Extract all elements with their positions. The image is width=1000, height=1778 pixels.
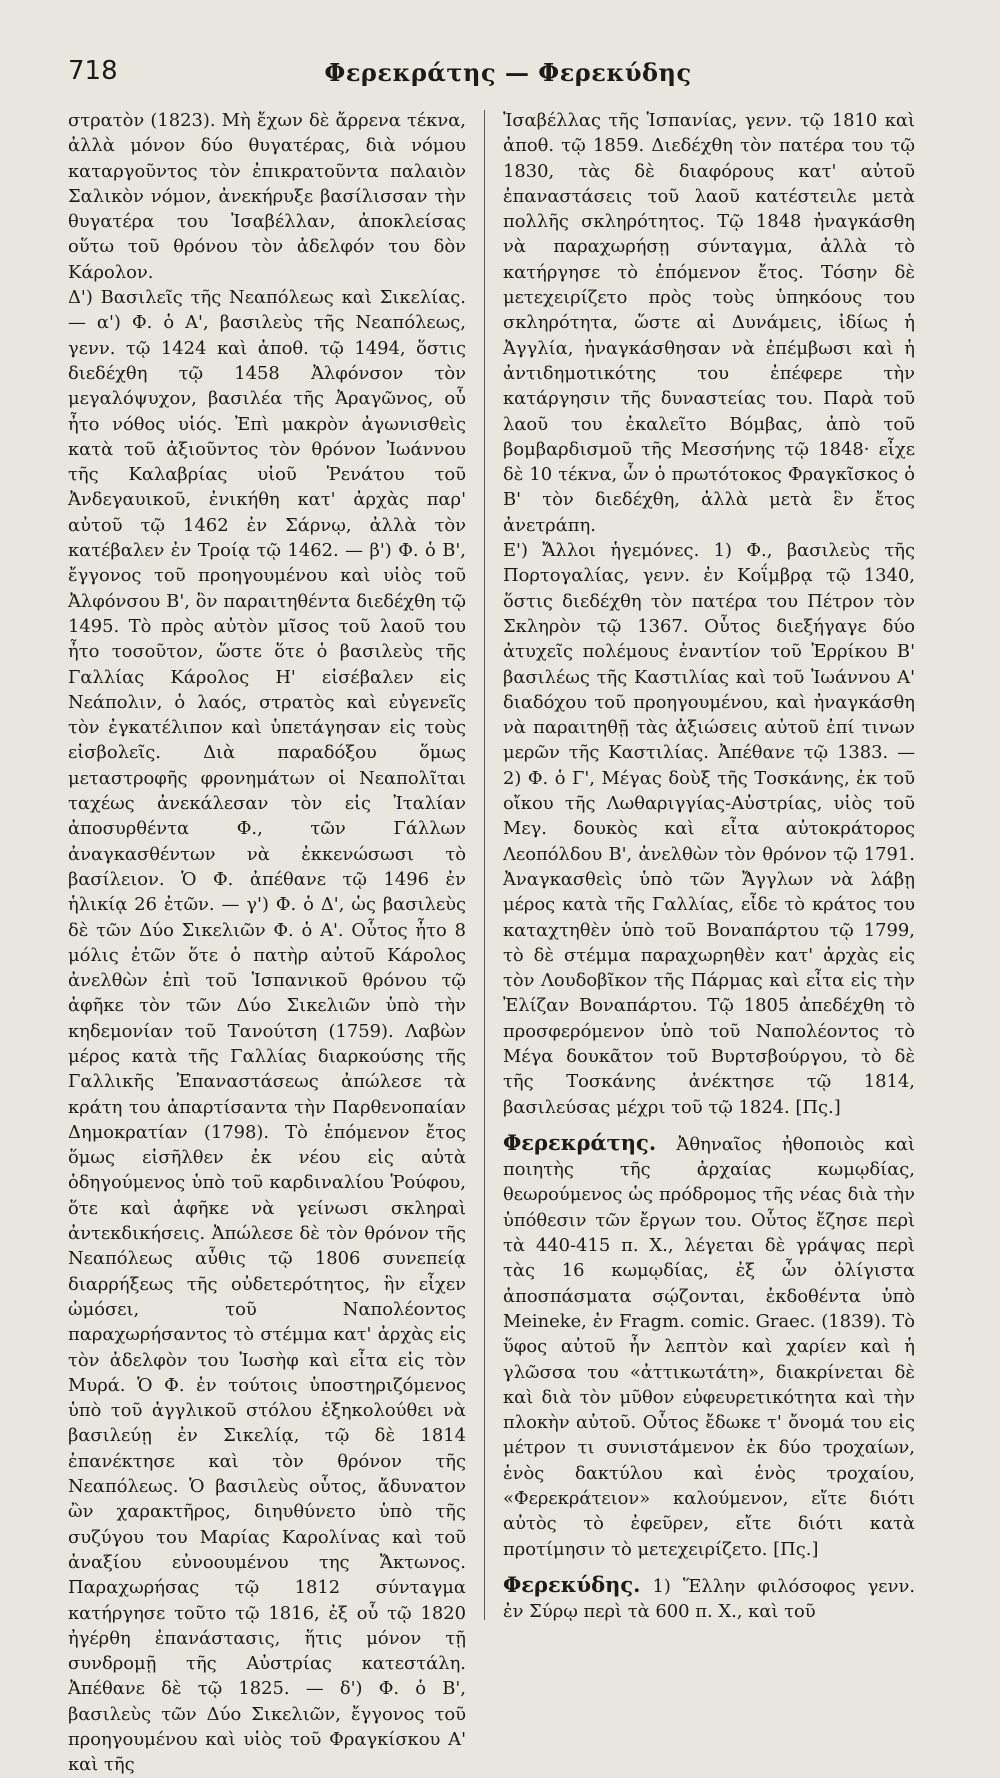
paragraph: Ἰσαβέλλας τῆς Ἱσπανίας, γενν. τῷ 1810 καὶ ἀποθ. τῷ 1859. Διεδέχθη τὸν πατέρα του τῷ 1830, τὰς δὲ διαφόρους κατ' αὐτοῦ ἐπαναστάσεις τοῦ λαοῦ κατέστειλε μετὰ πολλῆς σκληρότητος. Τῷ 1848 ἠναγκάσθη νὰ παραχωρήσῃ σύνταγμα, ἀλλὰ τὸ κατήργησε τὸ ἑπόμενον ἔτος. Τόσην δὲ μετεχειρίζετο πρὸς τοὺς ὑπηκόους του σκληρότητα, ὥστε αἱ Δυνάμεις, ἰδίως ἡ Ἀγγλία, ἠναγκάσθησαν νὰ ἐπέμβωσι καὶ ἡ ἀντιδημοτικότης του ἐπέφερε τὴν κατάργησιν τῆς δυναστείας του. Παρὰ τοῦ λαοῦ του ἐκαλεῖτο Βόμβας, ἀπὸ τοῦ βομβαρδισμοῦ τῆς Μεσσήνης τῷ 1848· εἶχε δὲ 10 τέκνα, ὧν ὁ πρωτότοκος Φραγκῖσκος ὁ Β' τὸν διεδέχθη, ἀλλὰ μετὰ ἓν ἔτος ἀνετράπη. bbox=[503, 110, 915, 536]
entry-text: Ἀθηναῖος ἠθοποιὸς καὶ ποιητὴς τῆς ἀρχαίας κωμῳδίας, θεωρούμενος ὡς πρόδρομος τῆς νέας διὰ τὴν ὑπόθεσιν τῶν ἔργων του. Οὗτος ἔζησε περὶ τὰ 440-415 π. Χ., λέγεται δὲ γράψας περὶ τὰς 16 κωμῳδίας, ἐξ ὧν ὀλίγιστα ἀποσπάσματα σῴζονται, ἐκδοθέντα ὑπὸ Meineke, ἐν Fragm. comic. Graec. (1839). Τὸ ὕφος αὐτοῦ ἦν λεπτὸν καὶ χαρίεν καὶ ἡ γλῶσσα του «ἀττικωτάτη», διακρίνεται δὲ καὶ διὰ τὸν μῦθον εὐφευρετικότητα καὶ τὴν πλοκὴν αὐτοῦ. Οὗτος ἔδωκε τ' ὄνομά του εἰς μέτρον τι συνιστάμενον ἐκ δύο τροχαίων, ἑνὸς δακτύλου καὶ ἑνὸς τροχαίου, «Φερεκράτειον» καλούμενον, εἴτε διότι αὐτὸς τὸ ἐφεῦρεν, εἴτε διότι κατὰ προτίμησιν τὸ μετεχειρίζετο. [Πς.] bbox=[503, 1133, 915, 1560]
paragraph: Ε') Ἄλλοι ἡγεμόνες. 1) Φ., βασιλεὺς τῆς Πορτογαλίας, γενν. ἐν Κοΐμβρᾳ τῷ 1340, ὅστις διεδέχθη τὸν πατέρα του Πέτρον τὸν Σκληρὸν τῷ 1367. Οὗτος διεξήγαγε δύο ἀτυχεῖς πολέμους ἐναντίον τοῦ Ἑρρίκου Β' βασιλέως τῆς Καστιλίας καὶ τοῦ Ἰωάννου Α' διαδόχου τοῦ προηγουμένου, καὶ ἠναγκάσθη νὰ παραιτηθῇ τὰς ἀξιώσεις αὐτοῦ ἐπί τινων μερῶν τῆς Καστιλίας. Ἀπέθανε τῷ 1383. — 2) Φ. ὁ Γ', Μέγας δοὺξ τῆς Τοσκάνης, ἐκ τοῦ οἴκου τῆς Λωθαριγγίας-Αὐστρίας, υἱὸς τοῦ Μεγ. δουκὸς καὶ εἶτα αὐτοκράτορος Λεοπόλδου Β', ἀνελθὼν τὸν θρόνον τῷ 1791. Ἀναγκασθεὶς ὑπὸ τῶν Ἄγγλων νὰ λάβῃ μέρος κατὰ τῆς Γαλλίας, εἶδε τὸ κράτος του καταχτηθὲν ὑπὸ τοῦ Βοναπάρτου τῷ 1799, τὸ δὲ στέμμα παραχωρηθὲν κατ' ἀρχὰς εἰς τὸν Λουδοβῖκον τῆς Πάρμας καὶ εἶτα εἰς τὴν Ἐλίζαν Βοναπάρτου. Τῷ 1805 ἀπεδέχθη τὸ προσφερόμενον ὑπὸ τοῦ Ναπολέοντος τὸ Μέγα δουκᾶτον τοῦ Βυρτσβούργου, τὸ δὲ τῆς Τοσκάνης ἀνέκτησε τῷ 1814, βασιλεύσας μέχρι τοῦ τῷ 1824. [Πς.] bbox=[503, 540, 915, 1118]
running-head: Φερεκράτης — Φερεκύδης bbox=[324, 58, 692, 87]
right-column bbox=[503, 108, 915, 1625]
paragraph: Δ') Βασιλεῖς τῆς Νεαπόλεως καὶ Σικελίας. — α') Φ. ὁ Α', βασιλεὺς τῆς Νεαπόλεως, γενν. τῷ 1424 καὶ ἀποθ. τῷ 1494, ὅστις διεδέχθη τῷ 1458 Ἀλφόνσον τὸν μεγαλόψυχον, βασιλέα τῆς Ἀραγῶνος, οὗ ἦτο νόθος υἱός. Ἐπὶ μακρὸν ἀγωνισθεὶς κατὰ τοῦ ἀξιοῦντος τὸν θρόνον Ἰωάννου τῆς Καλαβρίας υἱοῦ Ῥενάτου τοῦ Ἀνδεγαυικοῦ, ἐνικήθη κατ' ἀρχὰς παρ' αὐτοῦ τῷ 1462 ἐν Σάρνῳ, ἀλλὰ τὸν κατέβαλεν ἐν Τροίᾳ τῷ 1462. — β') Φ. ὁ Β', ἔγγονος τοῦ προηγουμένου καὶ υἱὸς τοῦ Ἀλφόνσου Β', ὃν παραιτηθέντα διεδέχθη τῷ 1495. Τὸ πρὸς αὐτὸν μῖσος τοῦ λαοῦ του ἦτο τοσοῦτον, ὥστε ὅτε ὁ βασιλεὺς τῆς Γαλλίας Κάρολος Η' εἰσέβαλεν εἰς Νεάπολιν, ὁ λαός, στρατὸς καὶ εὐγενεῖς τὸν ἐγκατέλιπον καὶ ὑπετάγησαν εἰς τοὺς εἰσβολεῖς. Διὰ παραδόξου ὅμως μεταστροφῆς φρονημάτων οἱ Νεαπολῖται ταχέως ἀνεκάλεσαν τὸν εἰς Ἰταλίαν ἀποσυρθέντα Φ., τῶν Γάλλων ἀναγκασθέντων νὰ ἐκκενώσωσι τὸ βασίλειον. Ὁ Φ. ἀπέθανε τῷ 1496 ἐν ἡλικίᾳ 26 ἐτῶν. — γ') Φ. ὁ Δ', ὡς βασιλεὺς δὲ τῶν Δύο Σικελιῶν Φ. ὁ Α'. Οὗτος ἦτο 8 μόλις ἐτῶν ὅτε ὁ πατὴρ αὐτοῦ Κάρολος ἀνελθὼν ἐπὶ τοῦ Ἱσπανικοῦ θρόνου τῷ ἀφῆκε τὸν τῶν Δύο Σικελιῶν ὑπὸ τὴν κηδεμονίαν τοῦ Τανούτση (1759). Λαβὼν μέρος κατὰ τῆς Γαλλίας διαρκούσης τῆς Γαλλικῆς Ἐπαναστάσεως ἀπώλεσε τὰ κράτη του ἀπαρτίσαντα τὴν Παρθενοπαίαν Δημοκρατίαν (1798). Τὸ ἑπόμενον ἔτος ὅμως εἰσῆλθεν ἐκ νέου εἰς αὐτὰ ὁδηγούμενος ὑπὸ τοῦ καρδιναλίου Ῥούφου, ὅτε καὶ ἀφῆκε νὰ γείνωσι σκληραὶ ἀντεκδικήσεις. Ἀπώλεσε δὲ τὸν θρόνον τῆς Νεαπόλεως αὖθις τῷ 1806 συνεπείᾳ διαρρήξεως τῆς οὐδετερότητος, ἣν εἶχεν ὠμόσει, τοῦ Ναπολέοντος παραχωρήσαντος τὸ στέμμα κατ' ἀρχὰς εἰς τὸν ἀδελφὸν του Ἰωσὴφ καὶ εἶτα εἰς τὸν Μυρά. Ὁ Φ. ἐν τούτοις ὑποστηριζόμενος ὑπὸ τοῦ ἀγγλικοῦ στόλου ἐξηκολούθει νὰ βασιλεύῃ ἐν Σικελίᾳ, τῷ δὲ 1814 ἐπανέκτησε καὶ τὸν θρόνον τῆς Νεαπόλεως. Ὁ βασιλεὺς οὗτος, ἄδυνατον ὢν χαρακτῆρος, διηυθύνετο ὑπὸ τῆς συζύγου του Μαρίας Καρολίνας καὶ τοῦ ἀναξίου εὐνοουμένου της Ἄκτωνος. Παραχωρήσας τῷ 1812 σύνταγμα κατήργησε τοῦτο τῷ 1816, ἐξ οὗ τῷ 1820 ἠγέρθη ἐπανάστασις, ἥτις μόνον τῇ συνδρομῇ τῆς Αὐστρίας κατεστάλη. Ἀπέθανε δὲ τῷ 1825. — δ') Φ. ὁ Β', βασιλεὺς τῶν Δύο Σικελιῶν, ἔγγονος τοῦ προηγουμένου καὶ υἱὸς τοῦ Φραγκίσκου Α' καὶ τῆς bbox=[68, 287, 466, 1776]
column-divider bbox=[484, 110, 485, 1620]
entry-pherekydes bbox=[503, 1572, 915, 1625]
left-column bbox=[68, 108, 466, 1778]
entry-text: 1) Ἕλλην φιλόσοφος γενν. ἐν Σύρῳ περὶ τὰ 600 π. Χ., καὶ τοῦ bbox=[503, 1575, 916, 1623]
entry-pherekrates bbox=[503, 1130, 915, 1562]
paragraph: στρατὸν (1823). Μὴ ἔχων δὲ ἄρρενα τέκνα, ἀλλὰ μόνον δύο θυγατέρας, διὰ νόμου καταργοῦντος τὸν ἐπικρατοῦντα παλαιὸν Σαλικὸν νόμον, ἀνεκήρυξε βασίλισσαν τὴν θυγατέρα του Ἰσαβέλλαν, ἀποκλείσας οὕτω τοῦ θρόνου τὸν ἀδελφόν του δὸν Κάρολον. bbox=[68, 110, 466, 283]
entry-headword: Φερεκράτης. bbox=[503, 1129, 657, 1155]
page-header bbox=[68, 50, 948, 110]
page-number: 718 bbox=[68, 56, 118, 86]
entry-headword: Φερεκύδης. bbox=[503, 1571, 641, 1597]
